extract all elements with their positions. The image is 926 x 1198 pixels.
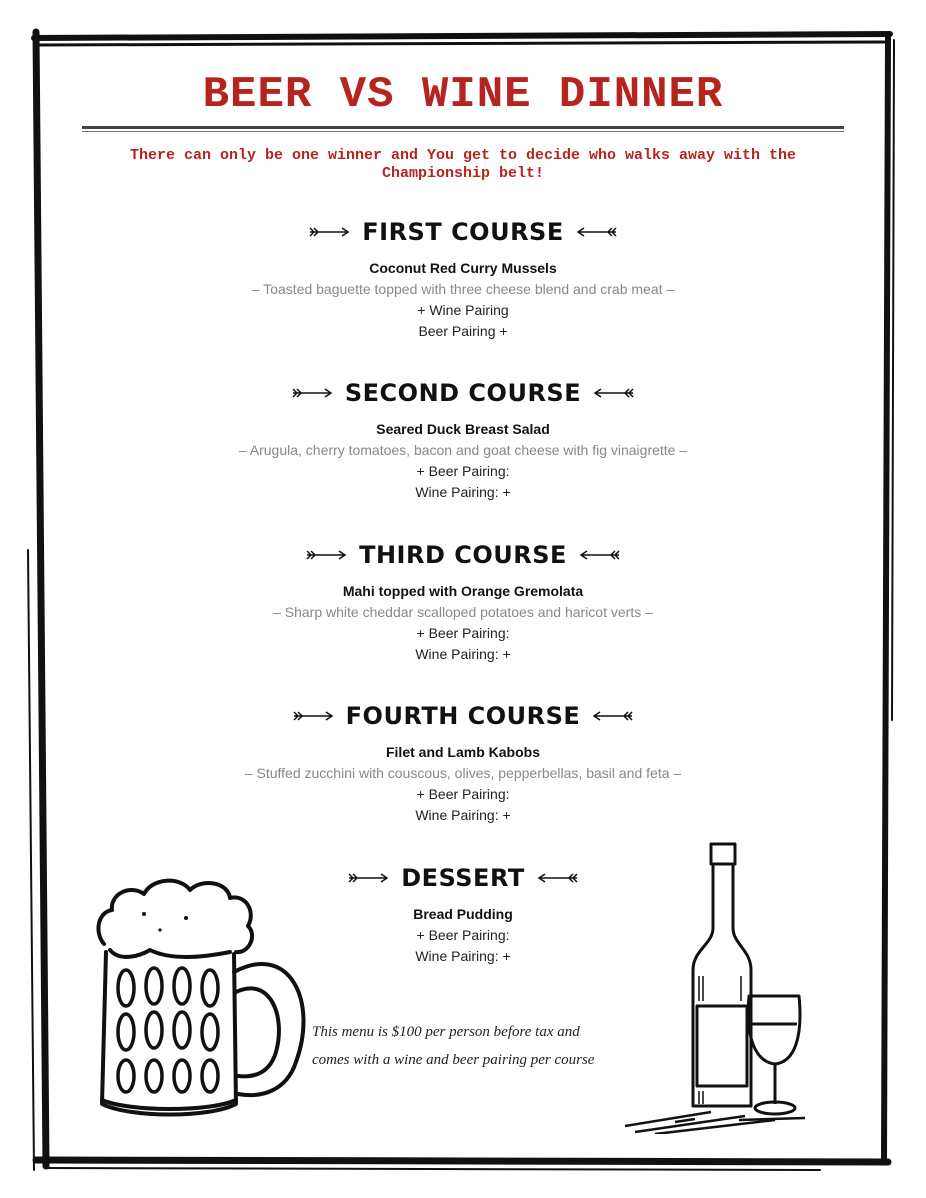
dish-name: Mahi topped with Orange Gremolata bbox=[342, 583, 584, 599]
price-note bbox=[312, 1018, 662, 1074]
course-title: THIRD COURSE bbox=[359, 541, 567, 569]
course-title: FOURTH COURSE bbox=[345, 702, 581, 730]
pairing-line: + Beer Pairing: bbox=[416, 463, 510, 479]
dish-name: Filet and Lamb Kabobs bbox=[385, 744, 540, 760]
arrow-right-icon bbox=[347, 872, 391, 884]
beer-mug-icon bbox=[90, 872, 315, 1132]
course-third bbox=[0, 537, 926, 665]
price-note-line2: comes with a wine and beer pairing per course bbox=[312, 1052, 595, 1068]
pairing-line: Beer Pairing + bbox=[418, 323, 508, 339]
pairing-line: Wine Pairing: + bbox=[415, 484, 511, 500]
arrow-right-icon bbox=[292, 710, 336, 722]
title-divider-thin bbox=[82, 131, 844, 132]
pairing-line: Wine Pairing: + bbox=[415, 807, 511, 823]
arrow-left-icon bbox=[535, 872, 579, 884]
price-note-line1: This menu is $100 per person before tax and bbox=[312, 1024, 580, 1040]
dish-description: – Stuffed zucchini with couscous, olives, pepperbellas, basil and feta – bbox=[244, 765, 682, 781]
course-title: SECOND COURSE bbox=[344, 379, 582, 407]
course-title: FIRST COURSE bbox=[362, 218, 564, 246]
pairing-line: Wine Pairing: + bbox=[415, 948, 511, 964]
course-second bbox=[0, 375, 926, 503]
pairing-line: + Wine Pairing bbox=[417, 302, 509, 318]
pairing-line: + Beer Pairing: bbox=[416, 927, 510, 943]
dish-name: Coconut Red Curry Mussels bbox=[369, 260, 557, 276]
page-title: BEER VS WINE DINNER bbox=[202, 70, 724, 120]
title-divider bbox=[82, 126, 844, 129]
dish-description: – Arugula, cherry tomatoes, bacon and goat cheese with fig vinaigrette – bbox=[238, 442, 688, 458]
arrow-right-icon bbox=[305, 549, 349, 561]
dish-description: – Sharp white cheddar scalloped potatoes and haricot verts – bbox=[273, 604, 653, 620]
wine-bottle-icon bbox=[615, 836, 815, 1134]
arrow-left-icon bbox=[591, 387, 635, 399]
arrow-right-icon bbox=[308, 226, 352, 238]
course-first bbox=[0, 214, 926, 342]
dish-name: Seared Duck Breast Salad bbox=[376, 421, 550, 437]
page-subtitle: There can only be one winner and You get to decide who walks away with the Championship belt! bbox=[129, 147, 797, 182]
dish-description: – Toasted baguette topped with three cheese blend and crab meat – bbox=[251, 281, 675, 297]
dish-name: Bread Pudding bbox=[413, 906, 513, 922]
pairing-line: Wine Pairing: + bbox=[415, 646, 511, 662]
pairing-line: + Beer Pairing: bbox=[416, 625, 510, 641]
course-fourth bbox=[0, 698, 926, 826]
course-title: DESSERT bbox=[401, 864, 525, 892]
arrow-left-icon bbox=[574, 226, 618, 238]
arrow-right-icon bbox=[291, 387, 335, 399]
arrow-left-icon bbox=[590, 710, 634, 722]
pairing-line: + Beer Pairing: bbox=[416, 786, 510, 802]
arrow-left-icon bbox=[577, 549, 621, 561]
